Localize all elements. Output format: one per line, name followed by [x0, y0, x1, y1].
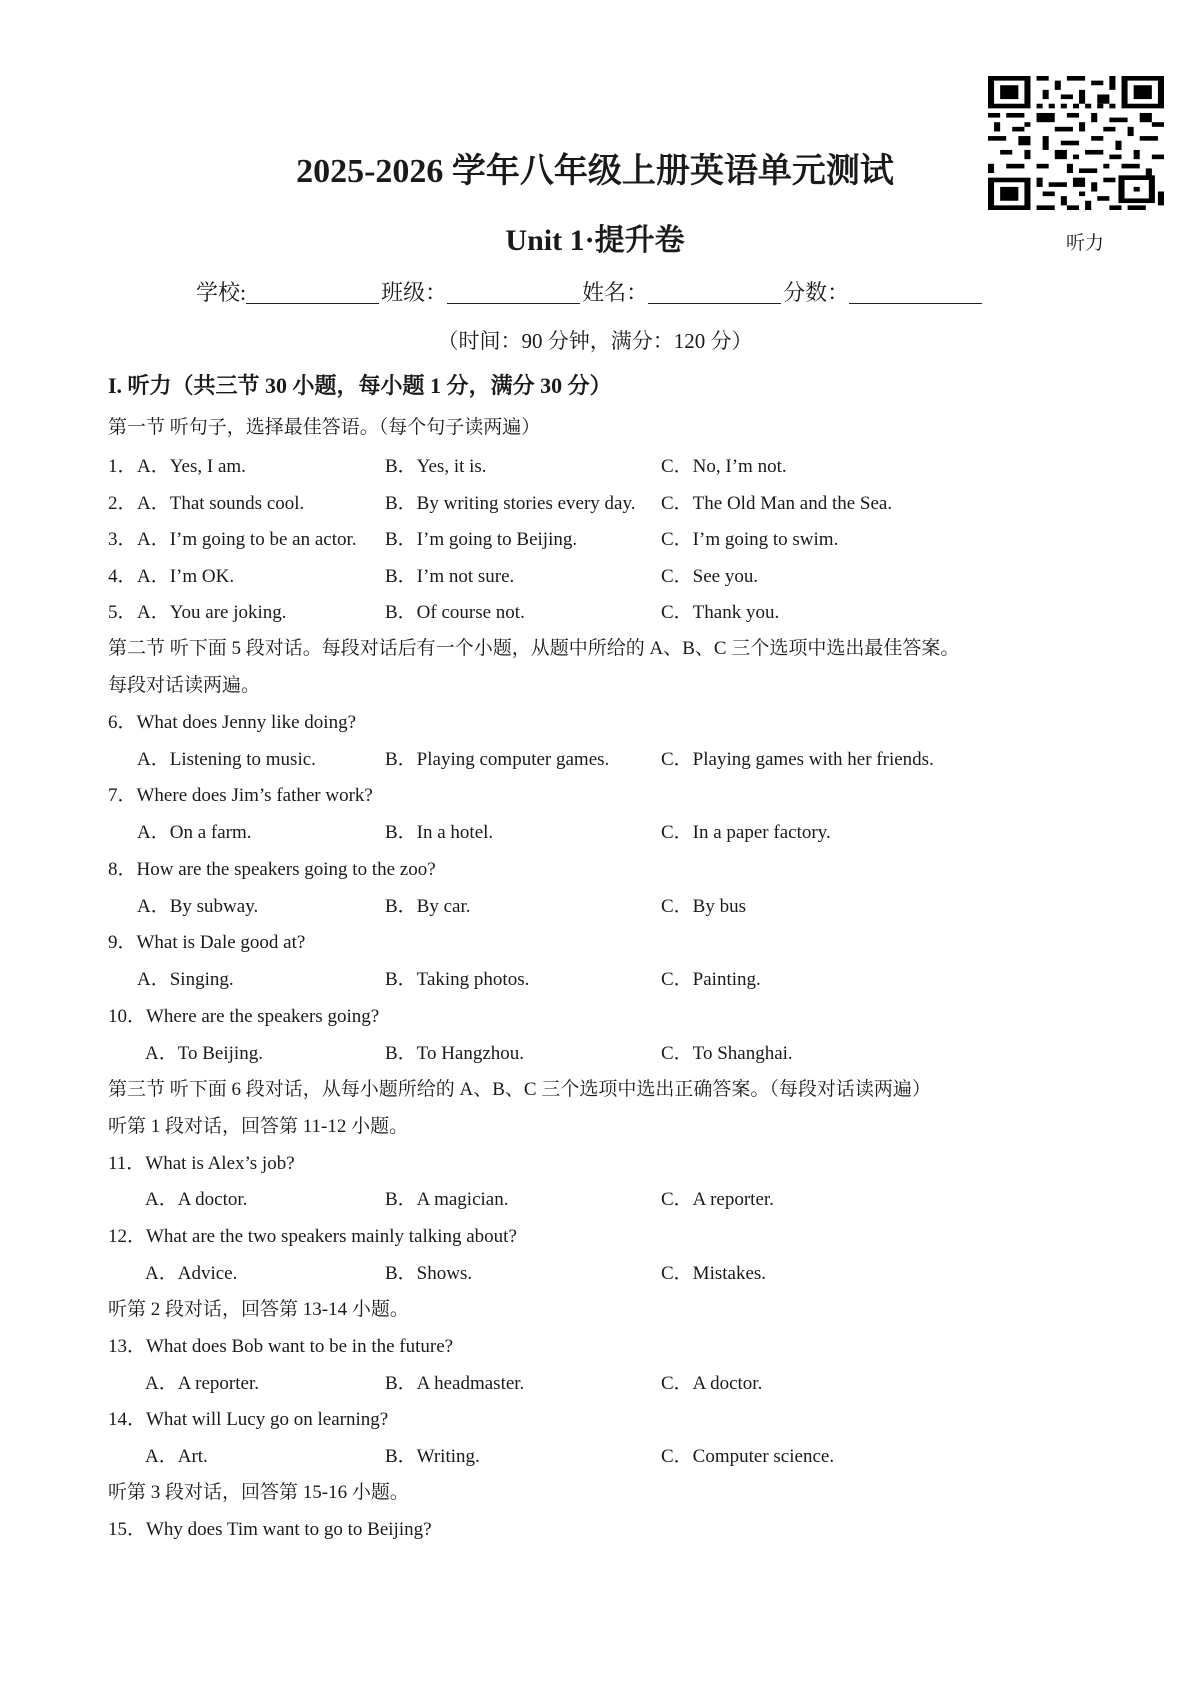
- qr-label: 听力: [1066, 232, 1105, 254]
- section-heading-listening: I. 听力（共三节 30 小题，每小题 1 分，满分 30 分）: [108, 373, 612, 398]
- time-and-score-line: （时间：90 分钟，满分：120 分）: [437, 329, 753, 353]
- option-a: A．A doctor.: [145, 1189, 248, 1210]
- question-number: 2．: [108, 493, 137, 514]
- dialogue-intro: 听第 2 段对话，回答第 13-14 小题。: [108, 1299, 409, 1320]
- dialogue-intro: 听第 3 段对话，回答第 15-16 小题。: [108, 1482, 409, 1503]
- option-c: C．Mistakes.: [661, 1263, 767, 1284]
- dialogue-intro: 听第 1 段对话，回答第 11-12 小题。: [108, 1116, 409, 1137]
- option-b: B．By writing stories every day.: [385, 493, 636, 514]
- option-a: A．I’m going to be an actor.: [137, 529, 357, 550]
- option-b: B．By car.: [385, 896, 471, 917]
- option-c: C．The Old Man and the Sea.: [661, 493, 893, 514]
- name-blank[interactable]: [648, 281, 781, 304]
- option-a: A．By subway.: [137, 896, 259, 917]
- class-label: 班级：: [381, 280, 448, 305]
- question-number: 1．: [108, 456, 137, 477]
- option-b: B．Taking photos.: [385, 969, 530, 990]
- option-c: C．A reporter.: [661, 1189, 774, 1210]
- option-c: C．No, I’m not.: [661, 456, 787, 477]
- option-a: A．Singing.: [137, 969, 234, 990]
- option-a: A．A reporter.: [145, 1373, 259, 1394]
- option-b: B．Of course not.: [385, 602, 525, 623]
- option-c: C．Thank you.: [661, 602, 780, 623]
- part2-instruction-cont: 每段对话读两遍。: [108, 675, 261, 696]
- option-c: C．See you.: [661, 566, 759, 587]
- question-number: 3．: [108, 529, 137, 550]
- option-c: C．Computer science.: [661, 1446, 835, 1467]
- option-a: A．Yes, I am.: [137, 456, 246, 477]
- school-label: 学校:: [196, 280, 247, 305]
- school-blank[interactable]: [246, 281, 379, 304]
- option-a: A．That sounds cool.: [137, 493, 305, 514]
- option-c: C．A doctor.: [661, 1373, 763, 1394]
- option-c: C．In a paper factory.: [661, 822, 831, 843]
- option-a: A．You are joking.: [137, 602, 287, 623]
- option-b: B．I’m not sure.: [385, 566, 515, 587]
- option-b: B．A magician.: [385, 1189, 509, 1210]
- option-b: B．Shows.: [385, 1263, 473, 1284]
- option-a: A．To Beijing.: [145, 1043, 263, 1064]
- question-number: 5．: [108, 602, 137, 623]
- question-text: 12．What are the two speakers mainly talking about?: [108, 1226, 517, 1247]
- option-a: A．I’m OK.: [137, 566, 235, 587]
- name-label: 姓名：: [582, 280, 649, 305]
- exam-subtitle: Unit 1·提升卷: [505, 224, 685, 257]
- question-text: 10．Where are the speakers going?: [108, 1006, 380, 1027]
- question-text: 7．Where does Jim’s father work?: [108, 785, 373, 806]
- option-c: C．I’m going to swim.: [661, 529, 839, 550]
- option-a: A．On a farm.: [137, 822, 252, 843]
- score-blank[interactable]: [849, 281, 982, 304]
- part2-instruction: 第二节 听下面 5 段对话。每段对话后有一个小题，从题中所给的 A、B、C 三个选项中选出最佳答案。: [108, 638, 960, 659]
- score-label: 分数：: [783, 280, 850, 305]
- student-info-line: [196, 276, 984, 307]
- option-b: B．Playing computer games.: [385, 749, 610, 770]
- question-text: 13．What does Bob want to be in the future?: [108, 1336, 454, 1357]
- option-a: A．Advice.: [145, 1263, 238, 1284]
- option-b: B．A headmaster.: [385, 1373, 525, 1394]
- question-text: 6．What does Jenny like doing?: [108, 712, 357, 733]
- option-b: B．I’m going to Beijing.: [385, 529, 578, 550]
- option-b: B．To Hangzhou.: [385, 1043, 525, 1064]
- option-a: A．Listening to music.: [137, 749, 316, 770]
- question-text: 11．What is Alex’s job?: [108, 1153, 295, 1174]
- option-c: C．Painting.: [661, 969, 761, 990]
- option-c: C．Playing games with her friends.: [661, 749, 934, 770]
- option-a: A．Art.: [145, 1446, 208, 1467]
- class-blank[interactable]: [447, 281, 580, 304]
- exam-title: 2025-2026 学年八年级上册英语单元测试: [296, 153, 894, 190]
- option-b: B．Yes, it is.: [385, 456, 487, 477]
- option-b: B．Writing.: [385, 1446, 480, 1467]
- question-text: 9．What is Dale good at?: [108, 932, 306, 953]
- part3-instruction: 第三节 听下面 6 段对话，从每小题所给的 A、B、C 三个选项中选出正确答案。（每段对话读两遍）: [108, 1079, 931, 1100]
- option-c: C．By bus: [661, 896, 746, 917]
- question-text: 14．What will Lucy go on learning?: [108, 1409, 389, 1430]
- part1-instruction: 第一节 听句子，选择最佳答语。（每个句子读两遍）: [108, 417, 541, 438]
- question-text: 8．How are the speakers going to the zoo?: [108, 859, 436, 880]
- question-number: 4．: [108, 566, 137, 587]
- question-text: 15．Why does Tim want to go to Beijing?: [108, 1519, 432, 1540]
- option-b: B．In a hotel.: [385, 822, 494, 843]
- option-c: C．To Shanghai.: [661, 1043, 793, 1064]
